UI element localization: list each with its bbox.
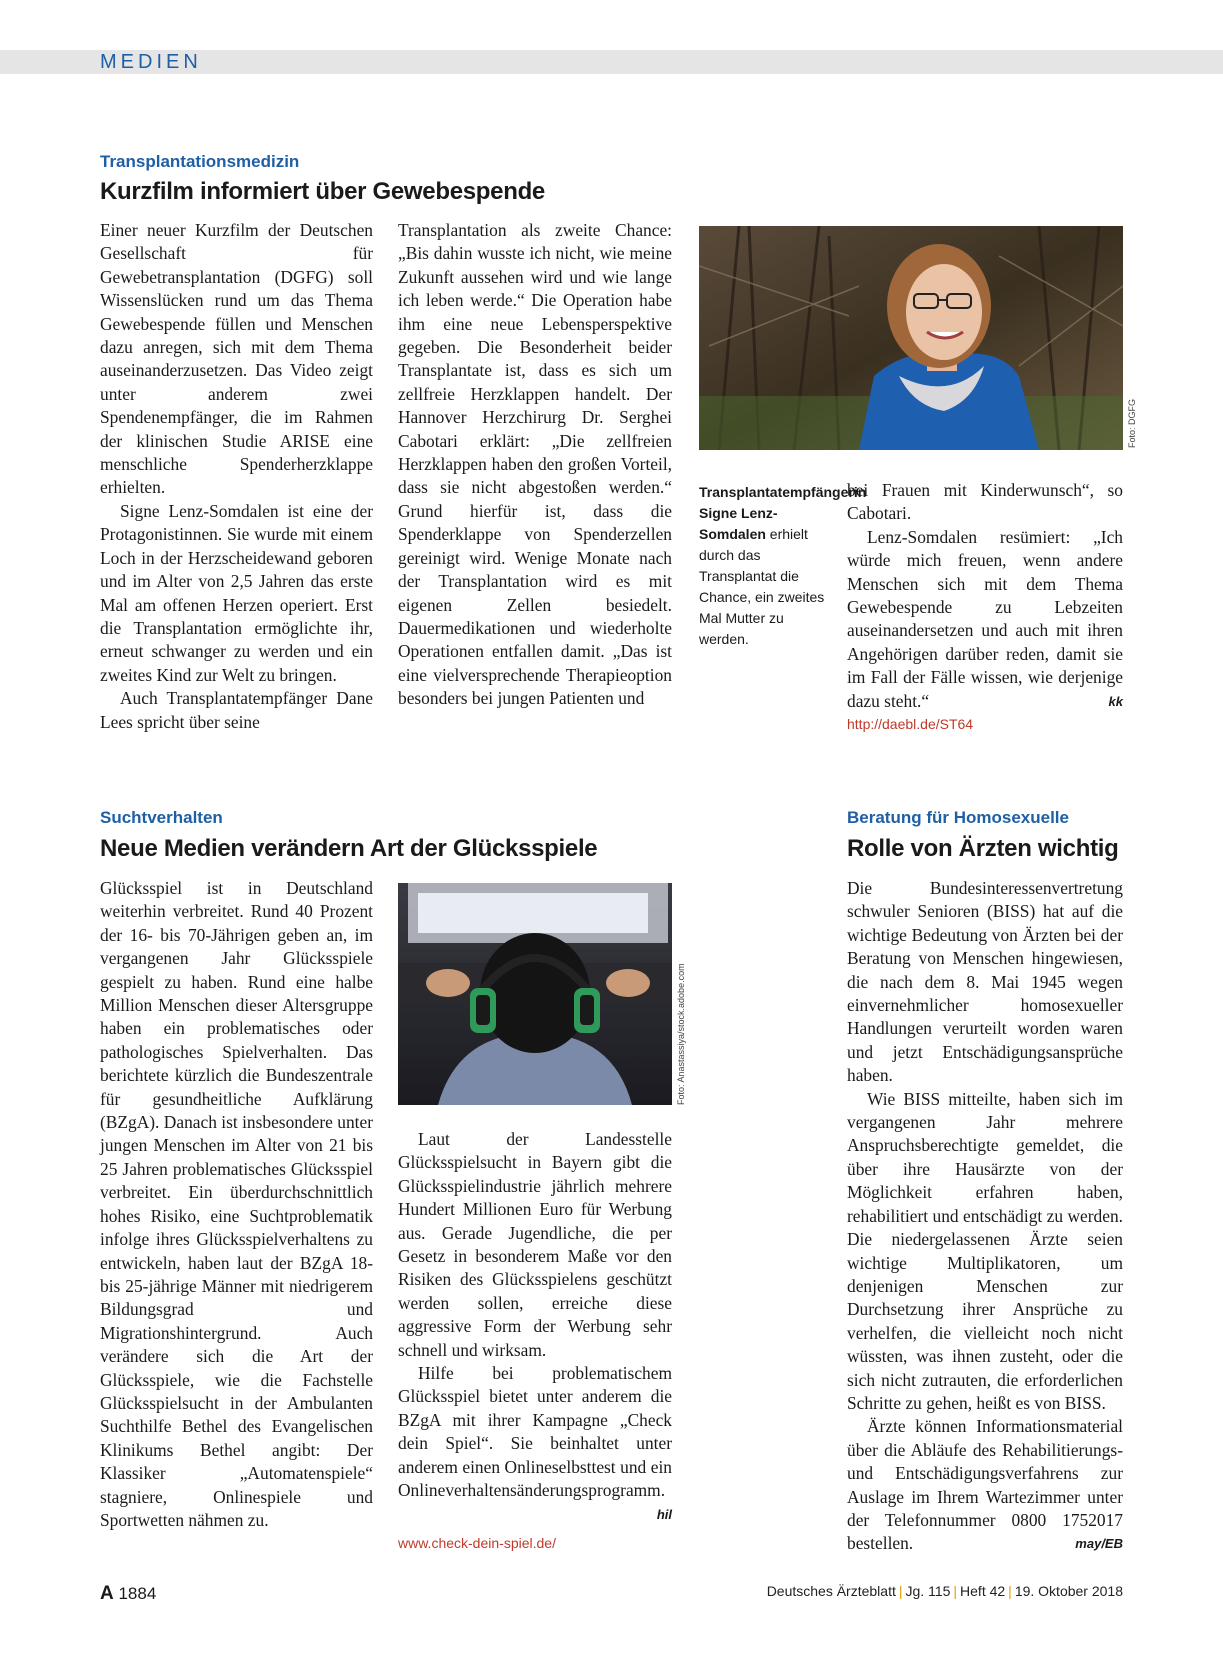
article2-photo <box>398 883 672 1105</box>
article2-col1 <box>100 877 373 1532</box>
page-number-value: 1884 <box>118 1584 157 1603</box>
article2-col2 <box>398 1128 672 1526</box>
article1-col2-para: Transplantation als zweite Chance: „Bis dahin wusste ich nicht, wie meine Zukunft aussehen wird und wie lange ich leben werde.“ Die Operation habe ihm eine neue Lebensperspektive gegeben. Die Besonderheit beider Transplantate ist, dass es sich um zellfreie Herzklappen handelt. Der Hannover Herzchirurg Dr. Serghei Cabotari erklärt: „Die zellfreien Herzklappen haben den großen Vorteil, dass sie nicht abgestoßen werden.“ Grund hierfür ist, dass die Spenderklappe von Spenderzellen gereinigt wird. Wenige Monate nach der Transplantation wird es mit eigenen Zellen besiedelt. Dauermedikationen und wiederholte Operationen entfallen damit. „Das ist eine vielversprechende Therapieoption besonders bei jungen Patienten und <box>398 220 672 709</box>
article3-para: Wie BISS mitteilte, haben sich im vergangenen Jahr mehrere Anspruchsberechtigte gemeldet, die über ihre Hausärzte von der Möglichkeit erfahren haben, rehabilitiert und entschädigt zu werden. Die niedergelassenen Ärzte seien wichtige Multiplikatoren, um denjenigen Menschen zur Durchsetzung ihrer Ansprüche zu verhelfen, die vielleicht noch nicht wüssten, was ihnen zusteht, oder die sich nicht zutrauten, die erforderlichen Schritte zu gehen, heißt es von BISS. <box>847 1088 1123 1413</box>
article1-col3-para <box>847 526 1123 713</box>
article2-col2-para: Laut der Landesstelle Glücksspielsucht in Bayern gibt die Glücksspielindustrie jährlich mehrere Hundert Millionen Euro für Werbung aus. Gerade Jugendliche, die per Gesetz in besonderem Maße vor den Risiken des Glücksspielens geschützt werden sollen, erreiche diese aggressive Form der Werbung sehr schnell und wirksam. <box>398 1129 672 1360</box>
article1-kicker: Transplantationsmedizin <box>100 152 300 171</box>
journal-issue: Heft 42 <box>960 1583 1006 1599</box>
article1-col1 <box>100 219 373 734</box>
gamer-photo-illustration <box>398 883 672 1105</box>
article1-col2 <box>398 219 672 711</box>
article2-col2-para <box>398 1362 672 1522</box>
article1-photo-caption <box>699 482 867 650</box>
page-number <box>100 1583 156 1605</box>
article1-col3-para: bei Frauen mit Kinderwunsch“, so Cabotari. <box>847 480 1123 524</box>
journal-volume: Jg. 115 <box>905 1583 951 1599</box>
article1-col3 <box>847 479 1123 713</box>
article3-para <box>847 1415 1123 1555</box>
journal-name: Deutsches Ärzteblatt <box>766 1583 896 1599</box>
article1-col1-para: Einer neuer Kurzfilm der Deutschen Gesellschaft für Gewebetransplantation (DGFG) soll Wissenslücken rund um das Thema Gewebespende füllen und Menschen dazu anregen, sich mit dem Thema auseinanderzusetzen. Das Video zeigt unter anderem zwei Spendenempfänger, die im Rahmen der klinischen Studie ARISE eine menschliche Spenderherzklappe erhielten. <box>100 220 373 498</box>
article2-author: hil <box>656 1506 672 1522</box>
section-label: MEDIEN <box>100 51 202 73</box>
article2-title: Neue Medien verändern Art der Glücksspiele <box>100 835 598 862</box>
caption-rest: erhielt durch das Transplantat die Chance, ein zweites Mal Mutter zu werden. <box>699 526 825 647</box>
portrait-photo-illustration <box>699 226 1123 450</box>
article2-col2-text: Hilfe bei problematischem Glücksspiel bietet unter anderem die BZgA mit ihrer Kampagne „Check dein Spiel“. Sie beinhaltet unter anderem einen Onlineselbsttest und ein Onlineverhaltensänderungsprogramm. <box>398 1363 672 1501</box>
journal-info: Deutsches Ärzteblatt | Jg. 115 | Heft 42 | 19. Oktober 2018 <box>766 1583 1123 1599</box>
article1-col3-text: Lenz-Somdalen resümiert: „Ich würde mich freuen, wenn andere Menschen sich mit dem Thema Gewebespende zu Lebzeiten auseinandersetzen und auch mit ihren Angehörigen darüber reden, damit sie im Fall der Fälle wissen, wie derjenige dazu steht.“ <box>847 526 1123 711</box>
article2-col1-para: Glücksspiel ist in Deutschland weiterhin verbreitet. Rund 40 Prozent der 16- bis 70-Jährigen geben an, im vergangenen Jahr Glücksspiele gespielt zu haben. Rund eine halbe Million Menschen dieser Altersgruppe haben ein problematisches oder pathologisches Spielverhalten. Das berichtete kürzlich die Bundeszentrale für gesundheitliche Aufklärung (BZgA). Danach ist insbesondere unter jungen Menschen im Alter von 21 bis 25 Jahren problematisches Glücksspiel verbreitet. Ein überdurchschnittlich hohes Risiko, eine Suchtproblematik infolge ihres Glücksspielverhaltens zu entwickeln, haben laut der BZgA 18- bis 25-jährige Männer mit niedrigerem Bildungsgrad und Migrationshintergrund. Auch verändere sich die Art der Glücksspiele, wie die Fachstelle Glücksspielsucht in der Ambulanten Suchthilfe Bethel des Evangelischen Klinikums Bethel angibt: Der Klassiker „Automatenspiele“ stagniere, Onlinespiele und Sportwetten nähmen zu. <box>100 878 373 1530</box>
article1-col1-para: Auch Transplantatempfänger Dane Lees spricht über seine <box>100 688 373 732</box>
article3-body <box>847 877 1123 1556</box>
article2-photo-credit: Foto: Anastassiya/stock.adobe.com <box>676 963 686 1105</box>
article1-col1-para: Signe Lenz-Somdalen ist eine der Protagonistinnen. Sie wurde mit einem Loch in der Herzscheidewand geboren und im Alter von 2,5 Jahren das erste Mal am offenen Herzen operiert. Erst die Transplantation ermöglichte ihr, erneut schwanger zu werden und ein zweites Kind zur Welt zu bringen. <box>100 500 373 685</box>
article1-photo <box>699 226 1123 450</box>
article3-author: may/EB <box>1075 1536 1123 1552</box>
article1-title: Kurzfilm informiert über Gewebespende <box>100 178 545 205</box>
article3-kicker: Beratung für Homosexuelle <box>847 808 1069 827</box>
article3-para-text: Ärzte können Informationsmaterial über die Abläufe des Rehabilitierungs- und Entschädigungsverfahrens zur Auslage im Ihrem Wartezimmer unter der Telefonnummer 0800 1752017 bestellen. <box>847 1416 1123 1554</box>
article3-para: Die Bundesinteressenvertretung schwuler Senioren (BISS) hat auf die wichtige Bedeutung von Ärzten bei der Beratung von Menschen hingewiesen, die nach dem 8. Mai 1945 wegen einvernehmlicher homosexueller Handlungen verurteilt worden waren und jetzt Entschädigungsansprüche haben. <box>847 878 1123 1086</box>
page-prefix: A <box>100 1583 114 1604</box>
article1-photo-credit: Foto: DGFG <box>1127 398 1137 448</box>
article3-title: Rolle von Ärzten wichtig <box>847 835 1119 862</box>
article2-kicker: Suchtverhalten <box>100 808 223 827</box>
journal-date: 19. Oktober 2018 <box>1014 1583 1123 1599</box>
article1-link[interactable]: http://daebl.de/ST64 <box>847 716 974 732</box>
article2-link[interactable]: www.check-dein-spiel.de/ <box>398 1535 556 1551</box>
article1-author: kk <box>1108 693 1123 709</box>
caption-bold: Transplantatempfängerin Signe Lenz-Somdalen <box>699 484 867 542</box>
